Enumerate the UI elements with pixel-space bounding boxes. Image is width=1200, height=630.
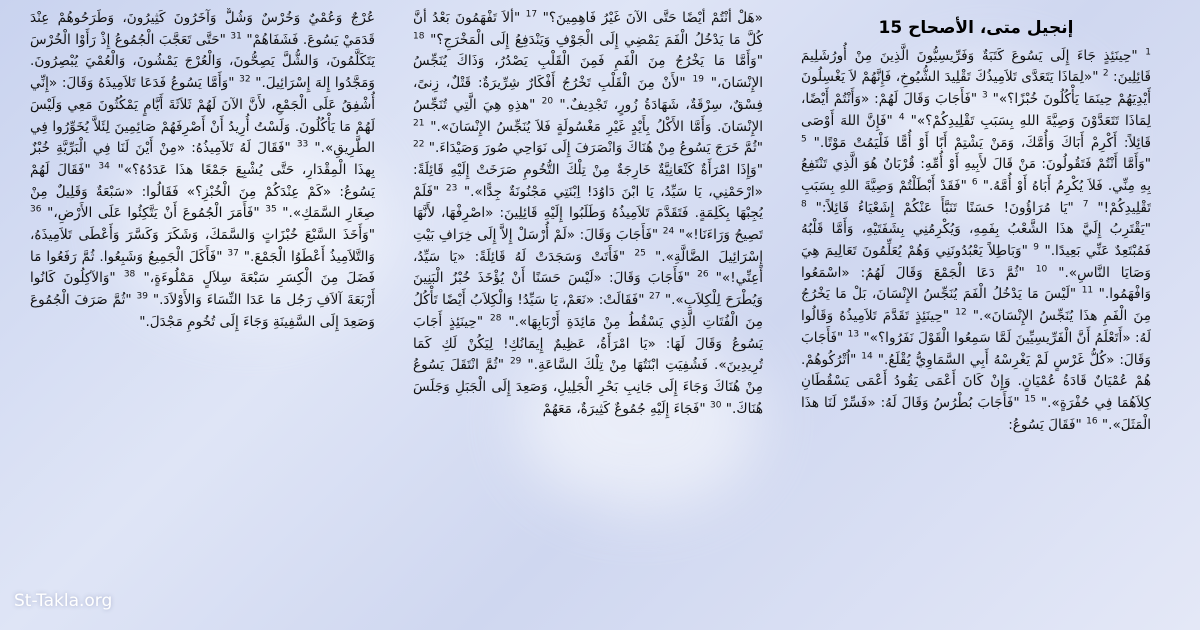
verse-number: 33 xyxy=(296,139,309,150)
verse-text: "فَأَجَابَ وَقَالَ: «لَمْ أُرْسَلْ إِلاَّ إِلَى خِرَافِ بَيْتِ إِسْرَائِيلَ الضَّالَّةِ»." xyxy=(413,227,763,265)
verse-text: "فَأَجَابَ وَقَالَ: «لَيْسَ حَسَنًا أَنْ يُؤْخَذَ خُبْزُ الْبَنِينَ وَيُطْرَحَ لِلْكِلاَبِ»." xyxy=(413,270,763,309)
verse-text: "وَأَمَّا مَا يَخْرُجُ مِنَ الْفَمِ فَمِنَ الْقَلْبِ يَصْدُرُ، وَذَاكَ يُنَجِّسُ الإِنْسَانَ،" xyxy=(413,53,763,92)
verse-text: "حَتَّى تَعَجَّبَ الْجُمُوعُ إِذْ رَأَوْا الْخُرْسَ يَتَكَلَّمُونَ، وَالشُّلَّ يَصِحُّونَ، وَالْعُرْجَ يَمْشُونَ، وَالْعُمْيَ يُبْصِرُونَ. وَمَجَّدُوا إِلهَ إِسْرَائِيلَ." xyxy=(30,31,375,92)
verse-text: "فَأَجَابَ وَقَالَ لَهُمْ: «وَأَنْتُمْ أَيْضًا، لِمَاذَا تَتَعَدَّوْنَ وَصِيَّةَ اللهِ بِسَبَبِ تَقْلِيدِكُمْ؟»" xyxy=(801,91,1151,129)
verse-text: «هَلْ أَنْتُمْ أَيْضًا حَتَّى الآنَ غَيْرُ فَاهِمِينَ؟" xyxy=(542,10,763,26)
verse-number: 6 xyxy=(971,177,978,188)
verse-number: 18 xyxy=(413,31,425,42)
chapter-title: إنجيل متى، الأصحاح 15 xyxy=(878,18,1074,38)
text-column-left xyxy=(30,8,375,620)
verse-number: 22 xyxy=(413,139,425,150)
verse-number: 37 xyxy=(227,248,239,259)
verse-number: 29 xyxy=(509,356,522,367)
verse-text: "حِينَئِذٍ جَاءَ إِلَى يَسُوعَ كَتَبَةٌ وَفَرِّيسِيُّونَ الَّذِينَ مِنْ أُورُشَلِيمَ قَائِلِينَ: xyxy=(801,47,1151,86)
verse-number: 36 xyxy=(30,204,42,215)
verse-number: 11 xyxy=(1081,285,1094,296)
verse-number: 39 xyxy=(136,291,148,302)
verse-number: 8 xyxy=(801,199,807,210)
verse-number: 1 xyxy=(1145,47,1151,58)
verse-text: "وَأَمَّا أَنْتُمْ فَتَقُولُونَ: مَنْ قَالَ لأَبِيهِ أَوْ أُمِّهِ: قُرْبَانٌ هُوَ الَّذِي تَنْتَفِعُ بِهِ مِنِّي. فَلاَ يُكْرِمُ أَبَاهُ أَوْ أُمَّهُ." xyxy=(801,156,1151,194)
verse-text: "لَيْسَ مَا يَدْخُلُ الْفَمَ يُنَجِّسُ الإِنْسَانَ، بَلْ مَا يَخْرُجُ مِنَ الْفَمِ هذَا يُنَجِّسُ الإِنْسَانَ»." xyxy=(801,286,1151,325)
text-column-middle xyxy=(413,8,763,620)
verse-text: "فَلَمْ يُجِبْهَا بِكَلِمَةٍ. فَتَقَدَّمَ تَلاَمِيذُهُ وَطَلَبُوا إِلَيْهِ قَائِلِينَ: «اصْرِفْهَا، لأَنَّهَا تَصِيحُ وَرَاءَنَا!»" xyxy=(413,183,763,244)
site-watermark: St-Takla.org xyxy=(14,591,113,611)
verse-text: عُرْجٌ وَعُمْيٌ وَخُرْسٌ وَشُلٌّ وَآخَرُونَ كَثِيرُونَ، وَطَرَحُوهُمْ عِنْدَ قَدَمَيْ يَسُوعَ. فَشَفَاهُمْ" xyxy=(30,10,375,48)
verse-text: "وَأَمَّا يَسُوعُ فَدَعَا تَلاَمِيذَهُ وَقَالَ: «إِنِّي أُشْفِقُ عَلَى الْجَمْعِ، لأَنَّ الآنَ لَهُمْ ثَلاَثَةَ أَيَّامٍ يَمْكُثُونَ مَعِي وَلَيْسَ لَهُمْ مَا يَأْكُلُونَ. وَلَسْتُ أُرِيدُ أَنْ أَصْرِفَهُمْ صَائِمِينَ لِئَلاَّ يُخَوِّرُوا فِي الطَّرِيقِ»." xyxy=(30,75,375,157)
verse-number: 31 xyxy=(230,31,242,42)
verse-text: "هذِهِ هِيَ الَّتِي تُنَجِّسُ الإِنْسَانَ. وَأَمَّا الأَكْلُ بِأَيْدٍ غَيْرِ مَغْسُولَةٍ فَلاَ يُنَجِّسُ الإِنْسَانَ»." xyxy=(413,96,763,135)
verse-number: 7 xyxy=(1082,199,1089,210)
verse-number: 38 xyxy=(123,269,136,280)
verse-text: "وَبَاطِلاً يَعْبُدُونَنِي وَهُمْ يُعَلِّمُونَ تَعَالِيمَ هِيَ وَصَايَا النَّاسِ»." xyxy=(801,243,1151,281)
verse-number: 19 xyxy=(692,74,704,85)
verse-text: "فَأَجَابَ بُطْرُسُ وَقَالَ لَهُ: «فَسِّرْ لَنَا هذَا الْمَثَلَ»." xyxy=(801,394,1151,433)
verse-number: 16 xyxy=(1086,416,1098,427)
verse-text: "وَأَخَذَ السَّبْعَ خُبْزَاتٍ وَالسَّمَكَ، وَشَكَرَ وَكَسَّرَ وَأَعْطَى تَلاَمِيذَهُ، وَالتَّلاَمِيذُ أَعْطَوُا الْجَمْعَ." xyxy=(30,227,375,265)
verse-text: "فَقَالَ لَهُمْ يَسُوعُ: «كَمْ عِنْدَكُمْ مِنَ الْخُبْزِ؟» فَقَالُوا: «سَبْعَةٌ وَقَلِيلٌ مِنْ صِغَارِ السَّمَكِ»." xyxy=(30,161,375,222)
verse-number: 26 xyxy=(697,269,709,280)
verse-text: "«لِمَاذَا يَتَعَدَّى تَلاَمِيذُكَ تَقْلِيدَ الشُّيُوخِ، فَإِنَّهُمْ لاَ يَغْسِلُونَ أَيْدِيَهُمْ حِينَمَا يَأْكُلُونَ خُبْزًا؟»" xyxy=(801,69,1151,108)
verse-text: "حِينَئِذٍ تَقَدَّمَ تَلاَمِيذُهُ وَقَالُوا لَهُ: «أَتَعْلَمُ أَنَّ الْفَرِّيسِيِّينَ لَمَّا سَمِعُوا الْقَوْلَ نَفَرُوا؟»" xyxy=(801,308,1151,346)
verse-number: 21 xyxy=(413,117,425,128)
verse-number: 25 xyxy=(634,248,646,259)
verse-text: "ثُمَّ خَرَجَ يَسُوعُ مِنْ هُنَاكَ وَانْصَرَفَ إِلَى نَوَاحِي صُورَ وَصَيْدَاءَ." xyxy=(428,140,763,157)
verse-number: 24 xyxy=(662,226,675,237)
verse-number: 15 xyxy=(1024,394,1036,405)
verse-text: "حِينَئِذٍ أَجَابَ يَسُوعُ وَقَالَ لَهَا: «يَا امْرَأَةُ، عَظِيمٌ إِيمَانُكِ! لِيَكُنْ لَكِ كَمَا تُرِيدِينَ». فَشُفِيَتِ ابْنَتُهَا مِنْ تِلْكَ السَّاعَةِ." xyxy=(413,313,763,374)
verse-number: 27 xyxy=(648,291,661,302)
verse-text: "فَجَاءَ إِلَيْهِ جُمُوعٌ كَثِيرَةٌ، مَعَهُمْ xyxy=(542,400,706,417)
chapter-page xyxy=(30,8,1180,620)
verse-text: "فَقَالَتْ: «نَعَمْ، يَا سَيِّدُ! وَالْكِلاَبُ أَيْضًا تَأْكُلُ مِنَ الْفُتَاتِ الَّذِي يَسْقُطُ مِنْ مَائِدَةِ أَرْبَابِهَا»." xyxy=(413,292,763,330)
verse-number: 35 xyxy=(265,204,277,215)
verse-text: "أَلاَ تَفْهَمُونَ بَعْدُ أَنَّ كُلَّ مَا يَدْخُلُ الْفَمَ يَمْضِي إِلَى الْجَوْفِ وَيَنْدَفِعُ إِلَى الْمَخْرَجِ؟" xyxy=(413,10,763,48)
verse-number: 9 xyxy=(1033,242,1040,253)
verse-number: 30 xyxy=(710,400,722,411)
verse-text: "لأَنْ مِنَ الْقَلْبِ تَخْرُجُ أَفْكَارٌ شِرِّيرَةٌ: قَتْلٌ، زِنىً، فِسْقٌ، سِرْقَةٌ، شَهَادَةُ زُورٍ، تَجْدِيفٌ." xyxy=(413,75,763,113)
verse-text: "وَالآكِلُونَ كَانُوا أَرْبَعَةَ آلاَفِ رَجُل مَا عَدَا النِّسَاءَ وَالأَوْلاَدَ." xyxy=(30,270,375,309)
verse-number: 4 xyxy=(898,112,905,123)
verse-text: "فَقَالَ يَسُوعُ: xyxy=(1008,416,1082,433)
verse-number: 23 xyxy=(445,183,458,194)
text-column-right xyxy=(801,8,1151,620)
verse-text: "ثُمَّ انْتَقَلَ يَسُوعُ مِنْ هُنَاكَ وَجَاءَ إِلَى جَانِبِ بَحْرِ الْجَلِيلِ، وَصَعِدَ إِلَى الْجَبَلِ وَجَلَسَ هُنَاكَ." xyxy=(413,357,763,417)
verse-text: "فَقَالَ لَهُ تَلاَمِيذُهُ: «مِنْ أَيْنَ لَنَا فِي الْبَرِّيَّةِ خُبْزٌ بِهذَا الْمِقْدَارِ، حَتَّى يُشْبِعَ جَمْعًا هذَا عَدَدُهُ؟»" xyxy=(30,140,375,178)
verse-text: "يَا مُرَاؤُونَ! حَسَنًا تَنَبَّأَ عَنْكُمْ إِشَعْيَاءُ قَائِلاً:" xyxy=(815,199,1074,216)
verse-text: "اُتْرُكُوهُمْ. هُمْ عُمْيَانٌ قَادَةُ عُمْيَانٍ. وَإِنْ كَانَ أَعْمَى يَقُودُ أَعْمَى يَسْقُطَانِ كِلاَهُمَا فِي حُفْرَةٍ»." xyxy=(801,351,1151,411)
verse-text: "فَأَكَلَ الْجَمِيعُ وَشَبِعُوا. ثُمَّ رَفَعُوا مَا فَضَلَ مِنَ الْكِسَرِ سَبْعَةَ سِلاَلٍ مَمْلُوءَةٍ،" xyxy=(30,248,375,287)
verse-number: 5 xyxy=(801,133,807,144)
verse-number: 10 xyxy=(1035,264,1048,275)
verse-number: 20 xyxy=(541,96,554,107)
verse-number: 28 xyxy=(490,313,502,324)
verse-text: "وَإِذَا امْرَأَةٌ كَنْعَانِيَّةٌ خَارِجَةٌ مِنْ تِلْكَ التُّخُومِ صَرَخَتْ إِلَيْهِ قَائِلَةً: «ارْحَمْنِي، يَا سَيِّدُ، يَا ابْنَ دَاوُدَ! اِبْنَتِي مَجْنُونَةٌ جِدًّا»." xyxy=(413,161,763,200)
verse-number: 34 xyxy=(98,161,110,172)
verse-text: "فَأَمَرَ الْجُمُوعَ أَنْ يَتَّكِئُوا عَلَى الأَرْضِ،" xyxy=(47,205,260,222)
verse-number: 12 xyxy=(955,307,967,318)
verse-number: 2 xyxy=(1102,68,1109,79)
verse-text: "يَقْتَرِبُ إِلَيَّ هذَا الشَّعْبُ بِفَمِهِ، وَيُكْرِمُنِي بِشَفَتَيْهِ، وَأَمَّا قَلْبُهُ فَمُبْتَعِدٌ عَنِّي بَعِيدًا." xyxy=(801,221,1151,260)
verse-text: "ثُمَّ صَرَفَ الْجُمُوعَ وَصَعِدَ إِلَى السَّفِينَةِ وَجَاءَ إِلَى تُخُومِ مَجْدَلَ." xyxy=(30,292,375,330)
verse-number: 14 xyxy=(861,351,873,362)
verse-number: 13 xyxy=(847,329,860,340)
verse-text: "فَإِنَّ اللهَ أَوْصَى قَائِلاً: أَكْرِمْ أَبَاكَ وَأُمَّكَ، وَمَنْ يَشْتِمْ أَبًا أَوْ أُمًّا فَلْيَمُتْ مَوْتًا." xyxy=(801,112,1151,151)
verse-number: 17 xyxy=(525,9,538,20)
verse-text: "فَأَتَتْ وَسَجَدَتْ لَهُ قَائِلَةً: «يَا سَيِّدُ، أَعِنِّي!»" xyxy=(413,248,763,287)
verse-number: 32 xyxy=(239,74,251,85)
verse-text: "فَقَدْ أَبْطَلْتُمْ وَصِيَّةَ اللهِ بِسَبَبِ تَقْلِيدِكُمْ!" xyxy=(801,177,1151,216)
verse-number: 3 xyxy=(982,90,988,101)
verse-text: "فَأَجَابَ وَقَالَ: «كُلُّ غَرْسٍ لَمْ يَغْرِسْهُ أَبِي السَّمَاوِيُّ يُقْلَعُ." xyxy=(801,329,1151,368)
verse-text: "ثُمَّ دَعَا الْجَمْعَ وَقَالَ لَهُمُ: «اسْمَعُوا وَافْهَمُوا." xyxy=(801,264,1151,303)
